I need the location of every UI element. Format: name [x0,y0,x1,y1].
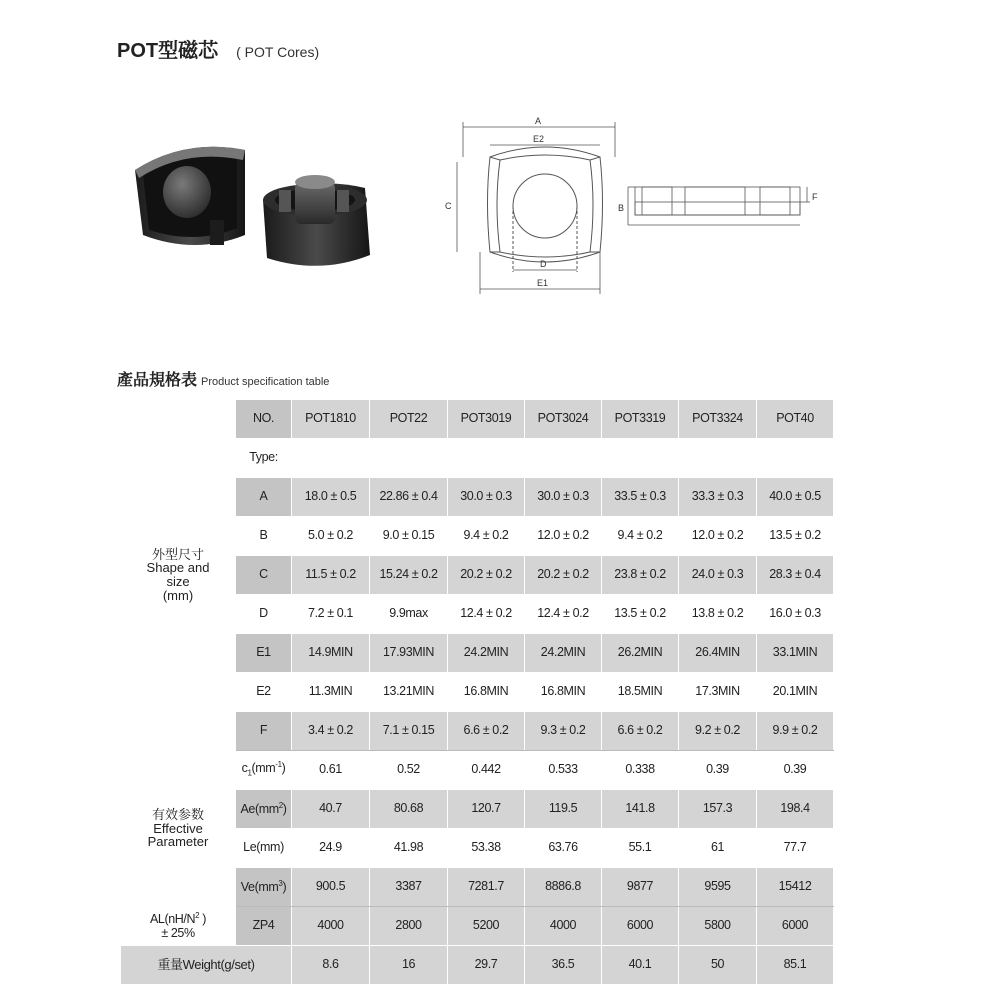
effective-param-group-label [121,751,236,907]
cell-f-6: 9.9 ± 0.2 [757,712,834,751]
cell-ve-3: 8886.8 [525,868,602,907]
cell-e1-3: 24.2MIN [525,634,602,673]
shape-group-en1: Shape and [146,560,210,576]
cell-d-1: 9.9max [370,595,448,634]
cell-c-5: 24.0 ± 0.3 [679,556,757,595]
al-label-text: AL(nH/N [149,912,196,927]
effective-group-cn: 有效参数 [151,807,204,823]
cell-e1-1: 17.93MIN [370,634,448,673]
label-base: Ve [240,880,255,895]
table-header-row [121,400,834,439]
cell-c-3: 0.533 [525,751,602,790]
cell-e2-0: 11.3MIN [292,673,370,712]
cell-ae-2: 120.7 [448,790,525,829]
cell-c-0: 11.5 ± 0.2 [292,556,370,595]
dim-label-e2: E2 [533,134,545,144]
row-label-zp4: ZP4 [236,907,292,946]
cell-f-2: 6.6 ± 0.2 [448,712,525,751]
cell-le-1: 41.98 [370,829,448,868]
cell-c-0: 0.61 [292,751,370,790]
page-header [117,34,319,63]
cell-al-6: 6000 [757,907,834,946]
dim-label-b: B [618,203,625,213]
table-title-cn: 產品規格表 [117,372,198,389]
cell-c-6: 28.3 ± 0.4 [757,556,834,595]
label-unit: (mm [254,802,279,817]
label-sub: 1 [247,769,252,779]
row-label-e2: E2 [236,673,292,712]
cell-type-0 [292,439,370,478]
label-sup: 3 [278,878,283,888]
col-header-pot3019: POT3019 [448,400,525,439]
al-label-line1 [121,912,235,926]
cell-c-1: 0.52 [370,751,448,790]
cell-f-5: 9.2 ± 0.2 [679,712,757,751]
cell-weight-5: 50 [679,946,757,985]
cell-type-3 [525,439,602,478]
cell-ae-1: 80.68 [370,790,448,829]
spec-table-body [121,400,834,985]
cell-e2-3: 16.8MIN [525,673,602,712]
shape-group-en3: (mm) [162,587,194,603]
dim-label-f: F [812,192,818,202]
col-header-no: NO. [236,400,292,439]
cell-d-4: 13.5 ± 0.2 [602,595,679,634]
cell-e1-4: 26.2MIN [602,634,679,673]
cell-weight-6: 85.1 [757,946,834,985]
cell-le-3: 63.76 [525,829,602,868]
cell-le-2: 53.38 [448,829,525,868]
label-unit: (mm [256,840,281,855]
cell-c-5: 0.39 [679,751,757,790]
cell-le-4: 55.1 [602,829,679,868]
row-label-e1: E1 [236,634,292,673]
cell-b-4: 9.4 ± 0.2 [602,517,679,556]
cell-c-4: 0.338 [602,751,679,790]
cell-al-1: 2800 [370,907,448,946]
cell-e1-2: 24.2MIN [448,634,525,673]
label-base: Ae [240,802,255,817]
cell-b-5: 12.0 ± 0.2 [679,517,757,556]
cell-le-6: 77.7 [757,829,834,868]
col-header-pot40: POT40 [757,400,834,439]
row-label-le [236,829,292,868]
cell-e2-4: 18.5MIN [602,673,679,712]
table-title [117,367,329,390]
cell-ve-2: 7281.7 [448,868,525,907]
cell-f-0: 3.4 ± 0.2 [292,712,370,751]
cell-a-5: 33.3 ± 0.3 [679,478,757,517]
label-close: ) [282,802,287,817]
cell-al-0: 4000 [292,907,370,946]
dimension-drawing [430,112,820,312]
al-label-tolerance: ± 25% [161,925,195,940]
cell-e2-5: 17.3MIN [679,673,757,712]
cell-al-5: 5800 [679,907,757,946]
pot-core-photo [125,130,395,280]
cell-f-3: 9.3 ± 0.2 [525,712,602,751]
cell-weight-2: 29.7 [448,946,525,985]
table-row-al [121,907,834,946]
cell-e1-5: 26.4MIN [679,634,757,673]
cell-d-0: 7.2 ± 0.1 [292,595,370,634]
row-label-c: C [236,556,292,595]
label-unit: (mm [251,761,276,776]
cell-ae-3: 119.5 [525,790,602,829]
col-header-pot3024: POT3024 [525,400,602,439]
shape-group-en2: size [166,574,190,589]
cell-ae-5: 157.3 [679,790,757,829]
label-sup: 2 [278,800,283,810]
dim-label-e1: E1 [537,278,549,288]
al-label-close: ) [199,912,207,927]
weight-label: 重量Weight(g/set) [121,946,292,985]
cell-weight-3: 36.5 [525,946,602,985]
row-label-ae [236,790,292,829]
cell-e2-6: 20.1MIN [757,673,834,712]
cell-c-4: 23.8 ± 0.2 [602,556,679,595]
cell-d-5: 13.8 ± 0.2 [679,595,757,634]
cell-weight-1: 16 [370,946,448,985]
row-label-ve [236,868,292,907]
cell-f-1: 7.1 ± 0.15 [370,712,448,751]
left-core-half [135,147,245,245]
cell-al-3: 4000 [525,907,602,946]
cell-b-1: 9.0 ± 0.15 [370,517,448,556]
col-header-pot3324: POT3324 [679,400,757,439]
page-subtitle: ( POT Cores) [236,44,320,60]
row-label-c [236,751,292,790]
cell-type-5 [679,439,757,478]
label-sup: -1 [275,760,282,770]
row-label-type: Type: [236,439,292,478]
cell-ae-6: 198.4 [757,790,834,829]
right-core-half [263,175,370,266]
cell-f-4: 6.6 ± 0.2 [602,712,679,751]
cell-e1-0: 14.9MIN [292,634,370,673]
dim-label-c: C [445,201,452,211]
al-label [121,907,236,946]
spec-table [120,399,834,985]
cell-d-2: 12.4 ± 0.2 [448,595,525,634]
label-close: ) [280,840,284,855]
cell-a-4: 33.5 ± 0.3 [602,478,679,517]
shape-size-group-label [121,400,236,751]
cell-al-4: 6000 [602,907,679,946]
cell-le-0: 24.9 [292,829,370,868]
al-label-sup: 2 [195,911,200,921]
row-label-b: B [236,517,292,556]
cell-d-3: 12.4 ± 0.2 [525,595,602,634]
col-header-pot22: POT22 [370,400,448,439]
cell-a-3: 30.0 ± 0.3 [525,478,602,517]
cell-a-0: 18.0 ± 0.5 [292,478,370,517]
cell-b-6: 13.5 ± 0.2 [757,517,834,556]
label-base: Le [243,840,257,855]
cell-c-3: 20.2 ± 0.2 [525,556,602,595]
cell-ve-6: 15412 [757,868,834,907]
cell-d-6: 16.0 ± 0.3 [757,595,834,634]
row-label-a: A [236,478,292,517]
cell-c-1: 15.24 ± 0.2 [370,556,448,595]
effective-group-en2: Parameter [147,834,209,850]
cell-le-5: 61 [679,829,757,868]
cell-a-6: 40.0 ± 0.5 [757,478,834,517]
cell-e2-2: 16.8MIN [448,673,525,712]
cell-c-2: 0.442 [448,751,525,790]
cell-ae-4: 141.8 [602,790,679,829]
cell-e2-1: 13.21MIN [370,673,448,712]
cell-type-4 [602,439,679,478]
cell-a-2: 30.0 ± 0.3 [448,478,525,517]
cell-type-2 [448,439,525,478]
row-label-d: D [236,595,292,634]
cell-type-1 [370,439,448,478]
label-unit: (mm [254,880,279,895]
col-header-pot1810: POT1810 [292,400,370,439]
dim-label-a: A [535,116,542,126]
cell-ve-5: 9595 [679,868,757,907]
cell-a-1: 22.86 ± 0.4 [370,478,448,517]
cell-c-6: 0.39 [757,751,834,790]
col-header-pot3319: POT3319 [602,400,679,439]
cell-b-0: 5.0 ± 0.2 [292,517,370,556]
cell-b-2: 9.4 ± 0.2 [448,517,525,556]
cell-ae-0: 40.7 [292,790,370,829]
table-row-weight [121,946,834,985]
cell-weight-0: 8.6 [292,946,370,985]
cell-al-2: 5200 [448,907,525,946]
label-close: ) [281,761,286,776]
effective-group-en1: Effective [153,820,203,836]
label-base: c [241,761,248,776]
table-title-en: Product specification table [201,376,330,388]
cell-ve-1: 3387 [370,868,448,907]
cell-weight-4: 40.1 [602,946,679,985]
cell-ve-0: 900.5 [292,868,370,907]
label-close: ) [282,880,287,895]
table-row-c [121,751,834,790]
shape-group-cn: 外型尺寸 [151,546,204,562]
row-label-f: F [236,712,292,751]
dim-label-d: D [540,259,547,269]
cell-c-2: 20.2 ± 0.2 [448,556,525,595]
cell-ve-4: 9877 [602,868,679,907]
cell-b-3: 12.0 ± 0.2 [525,517,602,556]
cell-e1-6: 33.1MIN [757,634,834,673]
page-title: POT型磁芯 [117,40,219,62]
cell-type-6 [757,439,834,478]
